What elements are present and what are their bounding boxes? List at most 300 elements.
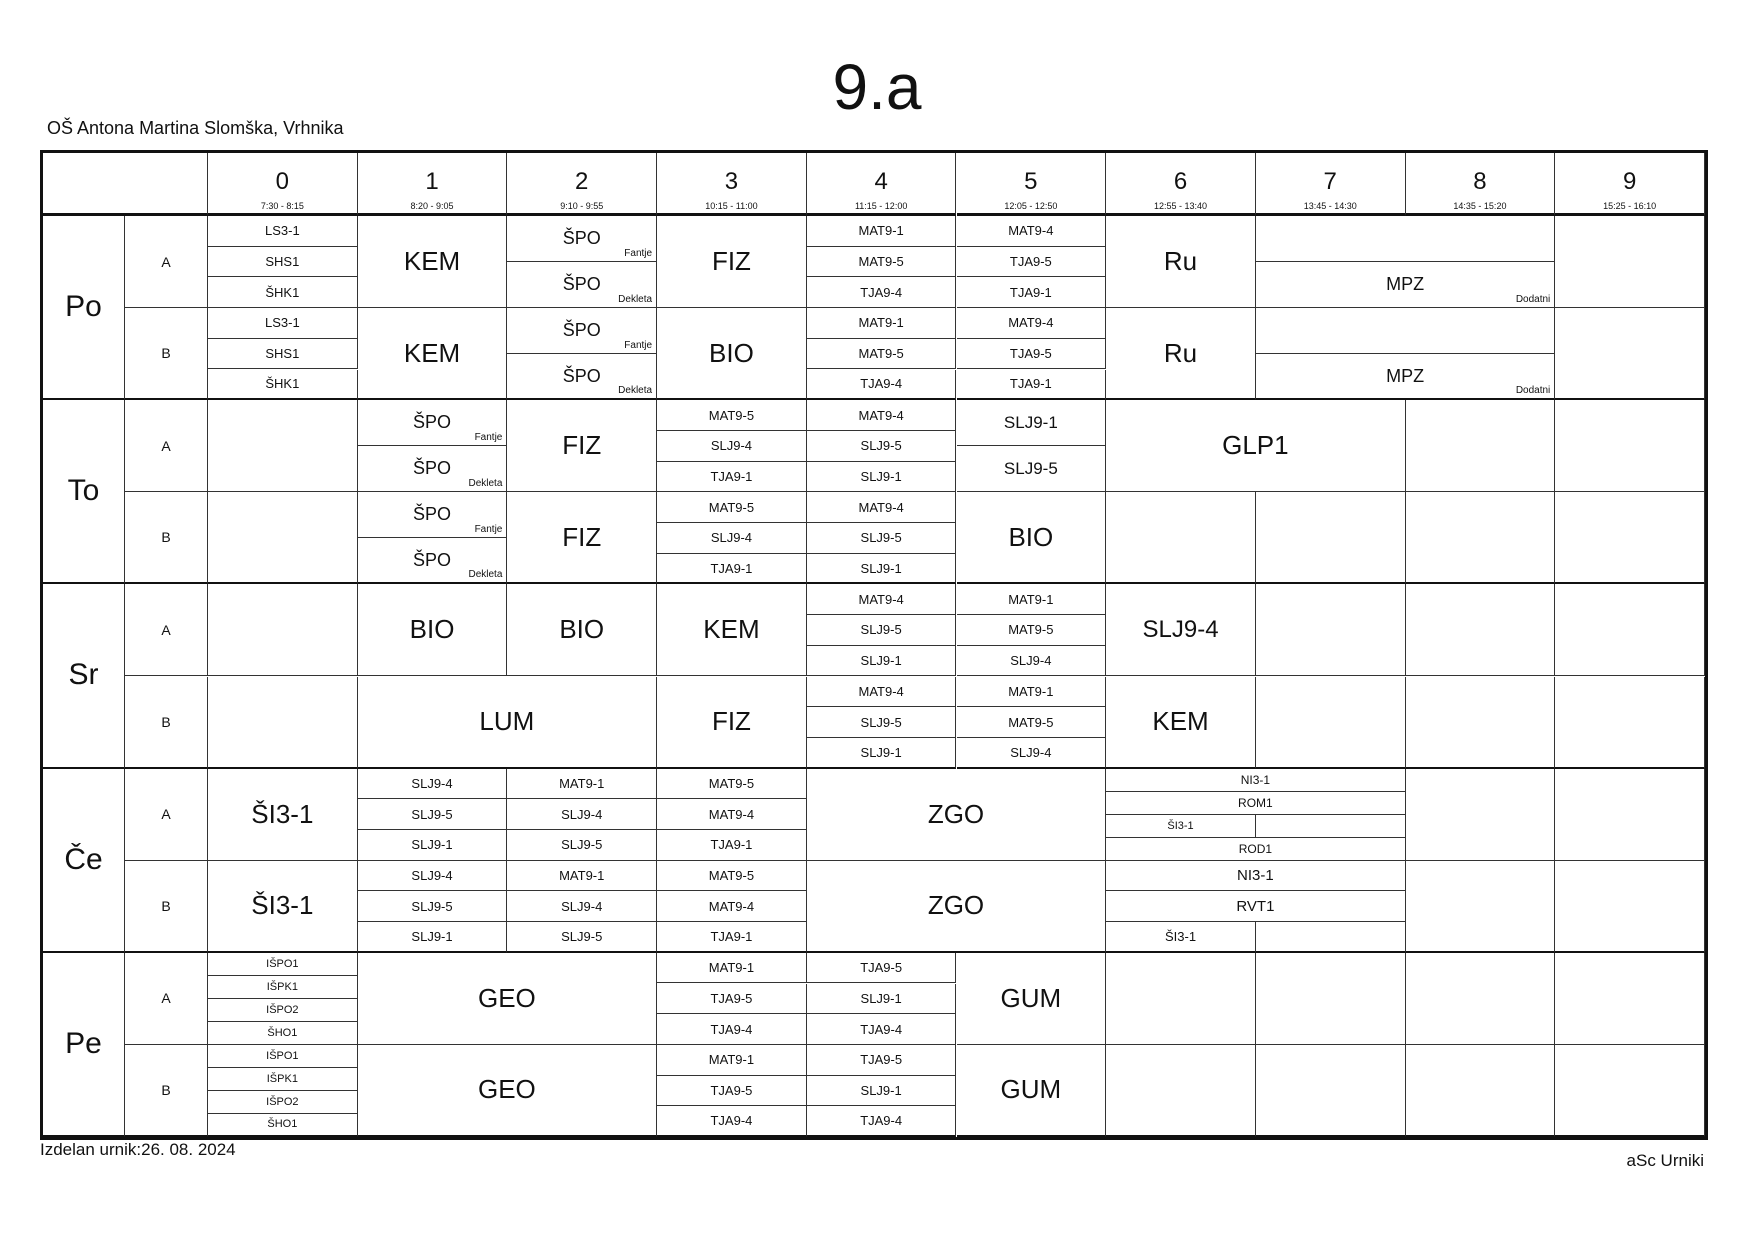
lesson-subject: SLJ9-1 bbox=[860, 744, 902, 760]
lesson-cell bbox=[507, 400, 657, 492]
lesson-subject: GUM bbox=[1000, 982, 1062, 1013]
week-label: A bbox=[125, 216, 208, 308]
lesson-subject: MAT9-1 bbox=[1008, 683, 1054, 699]
empty-cell bbox=[1256, 1045, 1406, 1137]
lesson-subject: TJA9-5 bbox=[1009, 346, 1052, 362]
lesson-cell bbox=[358, 308, 508, 400]
lesson-subject: SLJ9-5 bbox=[411, 898, 453, 914]
lesson-cell bbox=[1106, 891, 1405, 922]
week-label: B bbox=[125, 677, 208, 769]
week-label: B bbox=[125, 861, 208, 953]
lesson-subject: SLJ9-1 bbox=[860, 560, 902, 576]
lesson-subject: MAT9-1 bbox=[858, 223, 904, 239]
lesson-cell bbox=[807, 646, 957, 677]
empty-cell bbox=[208, 400, 358, 492]
lesson-subject: MPZ bbox=[1386, 365, 1425, 386]
school-name: OŠ Antona Martina Slomška, Vrhnika bbox=[47, 118, 344, 138]
week-label: A bbox=[125, 769, 208, 861]
empty-cell bbox=[1406, 584, 1556, 676]
lesson-subject: ŠHK1 bbox=[265, 284, 300, 300]
lesson-subject: IŠPO2 bbox=[266, 1003, 299, 1016]
week-label: B bbox=[125, 1045, 208, 1137]
lesson-subject: NI3-1 bbox=[1240, 772, 1271, 787]
lesson-cell bbox=[1106, 815, 1256, 838]
day-label: Po bbox=[43, 216, 125, 400]
empty-cell bbox=[1406, 953, 1556, 1045]
lesson-subject: KEM bbox=[403, 246, 461, 277]
period-time: 10:15 - 11:00 bbox=[705, 201, 758, 211]
empty-cell bbox=[1555, 584, 1705, 676]
lesson-cell bbox=[208, 861, 358, 953]
lesson-cell bbox=[1106, 922, 1256, 953]
lesson-cell bbox=[807, 370, 957, 401]
lesson-cell bbox=[208, 1114, 358, 1137]
lesson-subject: TJA9-1 bbox=[710, 928, 753, 944]
lesson-cell bbox=[507, 769, 657, 800]
lesson-cell bbox=[807, 1076, 957, 1107]
lesson-subject: SLJ9-4 bbox=[411, 775, 453, 791]
lesson-cell bbox=[657, 1014, 807, 1045]
lesson-cell bbox=[1256, 354, 1555, 400]
lesson-cell bbox=[208, 999, 358, 1022]
lesson-subject: BIO bbox=[409, 614, 455, 645]
empty-cell bbox=[1406, 1045, 1556, 1137]
lesson-cell bbox=[807, 1045, 957, 1076]
lesson-cell bbox=[358, 492, 508, 538]
lesson-subject: MAT9-5 bbox=[1008, 622, 1054, 638]
lesson-cell bbox=[957, 615, 1107, 646]
empty-cell bbox=[1406, 769, 1556, 861]
lesson-subject: MAT9-1 bbox=[559, 868, 605, 884]
empty-cell bbox=[1256, 953, 1406, 1045]
lesson-subject: MAT9-5 bbox=[708, 499, 755, 515]
lesson-subject: SLJ9-1 bbox=[411, 928, 453, 944]
lesson-cell bbox=[807, 247, 957, 278]
lesson-cell bbox=[957, 216, 1107, 247]
lesson-subject: TJA9-4 bbox=[710, 1113, 753, 1129]
empty-cell bbox=[1256, 216, 1555, 262]
lesson-cell bbox=[657, 554, 807, 585]
lesson-subject: MAT9-4 bbox=[858, 407, 904, 423]
lesson-cell bbox=[358, 830, 508, 861]
lesson-subject: SLJ9-5 bbox=[860, 714, 902, 730]
empty-cell bbox=[1256, 492, 1406, 584]
lesson-subject: TJA9-4 bbox=[710, 1021, 753, 1037]
lesson-subject: KEM bbox=[1152, 706, 1209, 737]
period-header bbox=[507, 153, 657, 216]
lesson-cell bbox=[807, 738, 957, 769]
lesson-cell bbox=[507, 308, 657, 354]
lesson-cell bbox=[507, 492, 657, 584]
lesson-cell bbox=[358, 1045, 657, 1137]
lesson-cell bbox=[657, 830, 807, 861]
timetable-grid bbox=[40, 150, 1708, 1140]
lesson-subject: ŠPO bbox=[562, 274, 601, 295]
lesson-subject: ŠPO bbox=[413, 458, 452, 479]
empty-cell bbox=[1555, 492, 1705, 584]
lesson-subject: MAT9-5 bbox=[708, 407, 755, 423]
lesson-cell bbox=[1106, 677, 1256, 769]
lesson-subject: ŠHO1 bbox=[267, 1118, 298, 1131]
lesson-cell bbox=[208, 277, 358, 308]
day-label: Sr bbox=[43, 584, 125, 768]
lesson-subject: MAT9-4 bbox=[708, 806, 755, 822]
lesson-cell bbox=[957, 1045, 1107, 1137]
lesson-subject: SLJ9-4 bbox=[411, 868, 453, 884]
empty-cell bbox=[1106, 492, 1256, 584]
empty-cell bbox=[1406, 492, 1556, 584]
day-label: Če bbox=[43, 769, 125, 953]
lesson-subject: SHS1 bbox=[265, 254, 300, 270]
lesson-cell bbox=[358, 769, 508, 800]
lesson-subject: ROD1 bbox=[1238, 841, 1273, 856]
lesson-subject: IŠPO1 bbox=[266, 1049, 299, 1062]
lesson-cell bbox=[957, 339, 1107, 370]
lesson-subject: MAT9-4 bbox=[708, 898, 755, 914]
lesson-subject: GEO bbox=[477, 1074, 536, 1105]
period-number: 8 bbox=[1473, 168, 1487, 195]
period-time: 14:35 - 15:20 bbox=[1453, 201, 1507, 211]
lesson-subject: MAT9-1 bbox=[1008, 591, 1054, 607]
lesson-cell bbox=[208, 953, 358, 976]
lesson-subject: SLJ9-1 bbox=[860, 1082, 902, 1098]
lesson-cell bbox=[957, 677, 1107, 708]
period-number: 6 bbox=[1173, 168, 1188, 195]
lesson-subject: MAT9-4 bbox=[858, 499, 904, 515]
lesson-note: Dekleta bbox=[468, 478, 503, 490]
empty-cell bbox=[1256, 308, 1555, 354]
lesson-cell bbox=[957, 738, 1107, 769]
lesson-subject: GUM bbox=[1000, 1074, 1062, 1105]
lesson-cell bbox=[1106, 769, 1405, 792]
lesson-cell bbox=[507, 922, 657, 953]
lesson-subject: ŠHK1 bbox=[265, 376, 300, 392]
lesson-subject: MAT9-5 bbox=[708, 868, 755, 884]
empty-cell bbox=[208, 492, 358, 584]
empty-cell bbox=[1555, 769, 1705, 861]
corner-cell bbox=[43, 153, 208, 216]
lesson-subject: MAT9-4 bbox=[858, 683, 904, 699]
lesson-cell bbox=[1106, 861, 1405, 892]
lesson-subject: GEO bbox=[477, 982, 536, 1013]
lesson-subject: TJA9-1 bbox=[1009, 376, 1052, 392]
lesson-subject: MPZ bbox=[1386, 274, 1425, 295]
lesson-cell bbox=[358, 677, 657, 769]
lesson-cell bbox=[507, 861, 657, 892]
period-header bbox=[1555, 153, 1705, 216]
lesson-cell bbox=[807, 984, 957, 1015]
lesson-subject: SLJ9-1 bbox=[411, 837, 453, 853]
lesson-cell bbox=[807, 462, 957, 493]
lesson-cell bbox=[657, 492, 807, 523]
lesson-cell bbox=[807, 677, 957, 708]
lesson-subject: SLJ9-4 bbox=[561, 898, 603, 914]
lesson-cell bbox=[358, 538, 508, 584]
generated-date: Izdelan urnik:26. 08. 2024 bbox=[40, 1140, 236, 1159]
week-label: A bbox=[125, 953, 208, 1045]
lesson-note: Fantje bbox=[624, 340, 653, 352]
lesson-cell bbox=[1106, 584, 1256, 676]
lesson-cell bbox=[957, 446, 1107, 492]
lesson-cell bbox=[807, 615, 957, 646]
lesson-subject: TJA9-5 bbox=[710, 990, 753, 1006]
software-name: aSc Urniki bbox=[1626, 1151, 1704, 1170]
period-header bbox=[957, 153, 1107, 216]
lesson-cell bbox=[657, 523, 807, 554]
lesson-subject: SLJ9-4 bbox=[1010, 744, 1052, 760]
lesson-cell bbox=[208, 308, 358, 339]
lesson-subject: IŠPO2 bbox=[266, 1095, 299, 1108]
lesson-subject: ŠPO bbox=[562, 365, 601, 386]
lesson-cell bbox=[657, 431, 807, 462]
lesson-cell bbox=[208, 247, 358, 278]
empty-cell bbox=[1555, 1045, 1705, 1137]
lesson-cell bbox=[807, 953, 957, 984]
period-header bbox=[657, 153, 807, 216]
lesson-subject: TJA9-1 bbox=[710, 560, 753, 576]
period-header bbox=[1406, 153, 1556, 216]
lesson-subject: MAT9-1 bbox=[708, 1052, 755, 1068]
lesson-cell bbox=[807, 308, 957, 339]
lesson-cell bbox=[657, 216, 807, 308]
day-label: To bbox=[43, 400, 125, 584]
lesson-subject: SLJ9-4 bbox=[1142, 615, 1219, 643]
lesson-subject: Ru bbox=[1163, 246, 1198, 277]
empty-cell bbox=[1555, 400, 1705, 492]
period-number: 5 bbox=[1024, 168, 1038, 195]
lesson-subject: SLJ9-5 bbox=[411, 806, 453, 822]
lesson-note: Dodatni bbox=[1515, 294, 1551, 306]
lesson-subject: TJA9-5 bbox=[860, 1052, 903, 1068]
lesson-cell bbox=[657, 984, 807, 1015]
lesson-cell bbox=[957, 646, 1107, 677]
lesson-cell bbox=[1106, 792, 1405, 815]
lesson-subject: ŠPO bbox=[413, 504, 452, 525]
lesson-subject: SLJ9-5 bbox=[1003, 458, 1058, 478]
lesson-subject: FIZ bbox=[562, 521, 602, 552]
lesson-cell bbox=[957, 492, 1107, 584]
lesson-subject: MAT9-1 bbox=[708, 960, 755, 976]
lesson-cell bbox=[807, 431, 957, 462]
lesson-cell bbox=[807, 584, 957, 615]
period-header bbox=[208, 153, 358, 216]
period-time: 7:30 - 8:15 bbox=[260, 201, 304, 211]
lesson-subject: TJA9-4 bbox=[860, 1021, 903, 1037]
lesson-cell bbox=[807, 861, 1106, 953]
lesson-subject: BIO bbox=[709, 337, 754, 368]
lesson-subject: ZGO bbox=[927, 798, 985, 829]
lesson-subject: ŠI3-1 bbox=[251, 890, 314, 921]
lesson-cell bbox=[807, 707, 957, 738]
lesson-subject: TJA9-4 bbox=[860, 376, 903, 392]
lesson-subject: MAT9-5 bbox=[1008, 714, 1054, 730]
lesson-cell bbox=[957, 953, 1107, 1045]
lesson-subject: SLJ9-1 bbox=[860, 653, 902, 669]
lesson-subject: SLJ9-4 bbox=[561, 806, 603, 822]
lesson-subject: LS3-1 bbox=[264, 223, 300, 239]
lesson-cell bbox=[657, 769, 807, 800]
empty-cell bbox=[1555, 216, 1705, 308]
empty-cell bbox=[1406, 861, 1556, 953]
lesson-subject: FIZ bbox=[711, 246, 751, 277]
lesson-subject: NI3-1 bbox=[1237, 867, 1274, 885]
timetable-title: 9.a bbox=[832, 51, 922, 123]
lesson-cell bbox=[657, 953, 807, 984]
lesson-cell bbox=[1106, 838, 1405, 861]
lesson-note: Fantje bbox=[624, 248, 653, 260]
empty-cell bbox=[1555, 953, 1705, 1045]
lesson-note: Dekleta bbox=[618, 385, 653, 397]
lesson-cell bbox=[807, 400, 957, 431]
lesson-cell bbox=[208, 976, 358, 999]
lesson-cell bbox=[657, 891, 807, 922]
lesson-cell bbox=[208, 1091, 358, 1114]
lesson-subject: SLJ9-5 bbox=[860, 438, 902, 454]
lesson-subject: LS3-1 bbox=[264, 315, 300, 331]
lesson-subject: GLP1 bbox=[1222, 430, 1289, 461]
period-time: 12:55 - 13:40 bbox=[1154, 201, 1208, 211]
lesson-cell bbox=[657, 584, 807, 676]
lesson-cell bbox=[358, 584, 508, 676]
empty-cell bbox=[1256, 584, 1406, 676]
lesson-cell bbox=[208, 370, 358, 401]
lesson-cell bbox=[358, 446, 508, 492]
lesson-cell bbox=[657, 922, 807, 953]
period-time: 15:25 - 16:10 bbox=[1603, 201, 1657, 211]
period-number: 7 bbox=[1323, 168, 1337, 195]
lesson-cell bbox=[657, 1106, 807, 1137]
lesson-cell bbox=[957, 400, 1107, 446]
lesson-subject: MAT9-5 bbox=[858, 254, 904, 270]
lesson-cell bbox=[358, 922, 508, 953]
lesson-subject: TJA9-1 bbox=[1009, 284, 1052, 300]
lesson-subject: ROM1 bbox=[1238, 795, 1273, 810]
period-time: 13:45 - 14:30 bbox=[1303, 201, 1357, 211]
lesson-cell bbox=[208, 339, 358, 370]
period-time: 12:05 - 12:50 bbox=[1004, 201, 1058, 211]
week-label: A bbox=[125, 584, 208, 676]
lesson-cell bbox=[807, 554, 957, 585]
lesson-subject: TJA9-5 bbox=[710, 1082, 753, 1098]
lesson-note: Fantje bbox=[474, 524, 503, 536]
lesson-cell bbox=[657, 308, 807, 400]
lesson-cell bbox=[358, 891, 508, 922]
week-label: B bbox=[125, 308, 208, 400]
lesson-subject: SLJ9-5 bbox=[860, 530, 902, 546]
empty-cell bbox=[1406, 400, 1556, 492]
lesson-cell bbox=[507, 216, 657, 262]
lesson-cell bbox=[507, 830, 657, 861]
period-number: 3 bbox=[724, 168, 739, 195]
period-time: 8:20 - 9:05 bbox=[410, 201, 454, 211]
lesson-subject: ŠI3-1 bbox=[1164, 928, 1197, 944]
period-time: 9:10 - 9:55 bbox=[560, 201, 604, 211]
empty-cell bbox=[208, 584, 358, 676]
empty-cell bbox=[1406, 677, 1556, 769]
lesson-note: Dekleta bbox=[468, 569, 503, 581]
lesson-subject: ŠPO bbox=[413, 412, 452, 433]
lesson-cell bbox=[957, 277, 1107, 308]
lesson-subject: ŠHO1 bbox=[267, 1026, 298, 1039]
empty-cell bbox=[1555, 861, 1705, 953]
lesson-subject: SLJ9-5 bbox=[561, 928, 603, 944]
lesson-cell bbox=[507, 891, 657, 922]
lesson-subject: SHS1 bbox=[265, 346, 300, 362]
lesson-cell bbox=[507, 354, 657, 400]
lesson-note: Fantje bbox=[474, 432, 503, 444]
lesson-subject: RVT1 bbox=[1236, 897, 1275, 915]
empty-cell bbox=[208, 677, 358, 769]
lesson-cell bbox=[657, 861, 807, 892]
lesson-cell bbox=[657, 462, 807, 493]
lesson-subject: SLJ9-4 bbox=[1010, 653, 1052, 669]
lesson-subject: MAT9-5 bbox=[708, 775, 755, 791]
lesson-subject: ŠI3-1 bbox=[1167, 819, 1194, 832]
lesson-subject: SLJ9-5 bbox=[561, 837, 603, 853]
lesson-cell bbox=[358, 861, 508, 892]
lesson-subject: KEM bbox=[403, 337, 461, 368]
lesson-cell bbox=[358, 216, 508, 308]
lesson-cell bbox=[208, 1045, 358, 1068]
period-header bbox=[1106, 153, 1256, 216]
lesson-subject: SLJ9-5 bbox=[860, 622, 902, 638]
period-header bbox=[807, 153, 957, 216]
lesson-cell bbox=[657, 400, 807, 431]
period-number: 4 bbox=[874, 168, 888, 195]
lesson-subject: KEM bbox=[703, 614, 760, 645]
empty-cell bbox=[1256, 815, 1406, 838]
period-number: 1 bbox=[425, 168, 439, 195]
empty-cell bbox=[1256, 922, 1406, 953]
lesson-subject: TJA9-5 bbox=[860, 960, 903, 976]
lesson-cell bbox=[1106, 400, 1405, 492]
lesson-cell bbox=[208, 1068, 358, 1091]
lesson-cell bbox=[1106, 308, 1256, 400]
lesson-subject: TJA9-1 bbox=[710, 837, 753, 853]
lesson-subject: SLJ9-1 bbox=[860, 468, 902, 484]
period-header bbox=[358, 153, 508, 216]
empty-cell bbox=[1256, 677, 1406, 769]
lesson-subject: SLJ9-1 bbox=[860, 990, 902, 1006]
lesson-subject: SLJ9-4 bbox=[710, 438, 753, 454]
lesson-subject: FIZ bbox=[562, 430, 602, 461]
lesson-cell bbox=[807, 769, 1106, 861]
lesson-subject: Ru bbox=[1163, 337, 1198, 368]
lesson-cell bbox=[807, 492, 957, 523]
lesson-subject: MAT9-5 bbox=[858, 346, 904, 362]
lesson-subject: SLJ9-1 bbox=[1003, 412, 1058, 432]
lesson-cell bbox=[807, 216, 957, 247]
period-header bbox=[1256, 153, 1406, 216]
lesson-cell bbox=[957, 584, 1107, 615]
lesson-cell bbox=[657, 1045, 807, 1076]
lesson-subject: TJA9-4 bbox=[860, 284, 903, 300]
lesson-cell bbox=[507, 584, 657, 676]
lesson-subject: IŠPK1 bbox=[266, 1072, 298, 1085]
lesson-cell bbox=[208, 769, 358, 861]
empty-cell bbox=[1106, 1045, 1256, 1137]
lesson-cell bbox=[807, 1014, 957, 1045]
lesson-note: Dodatni bbox=[1515, 385, 1551, 397]
lesson-cell bbox=[807, 1106, 957, 1137]
lesson-subject: ZGO bbox=[927, 890, 985, 921]
day-label: Pe bbox=[43, 953, 125, 1137]
period-time: 11:15 - 12:00 bbox=[854, 201, 908, 211]
lesson-cell bbox=[657, 799, 807, 830]
lesson-cell bbox=[957, 247, 1107, 278]
lesson-note: Dekleta bbox=[618, 294, 653, 306]
lesson-subject: TJA9-5 bbox=[1009, 254, 1052, 270]
